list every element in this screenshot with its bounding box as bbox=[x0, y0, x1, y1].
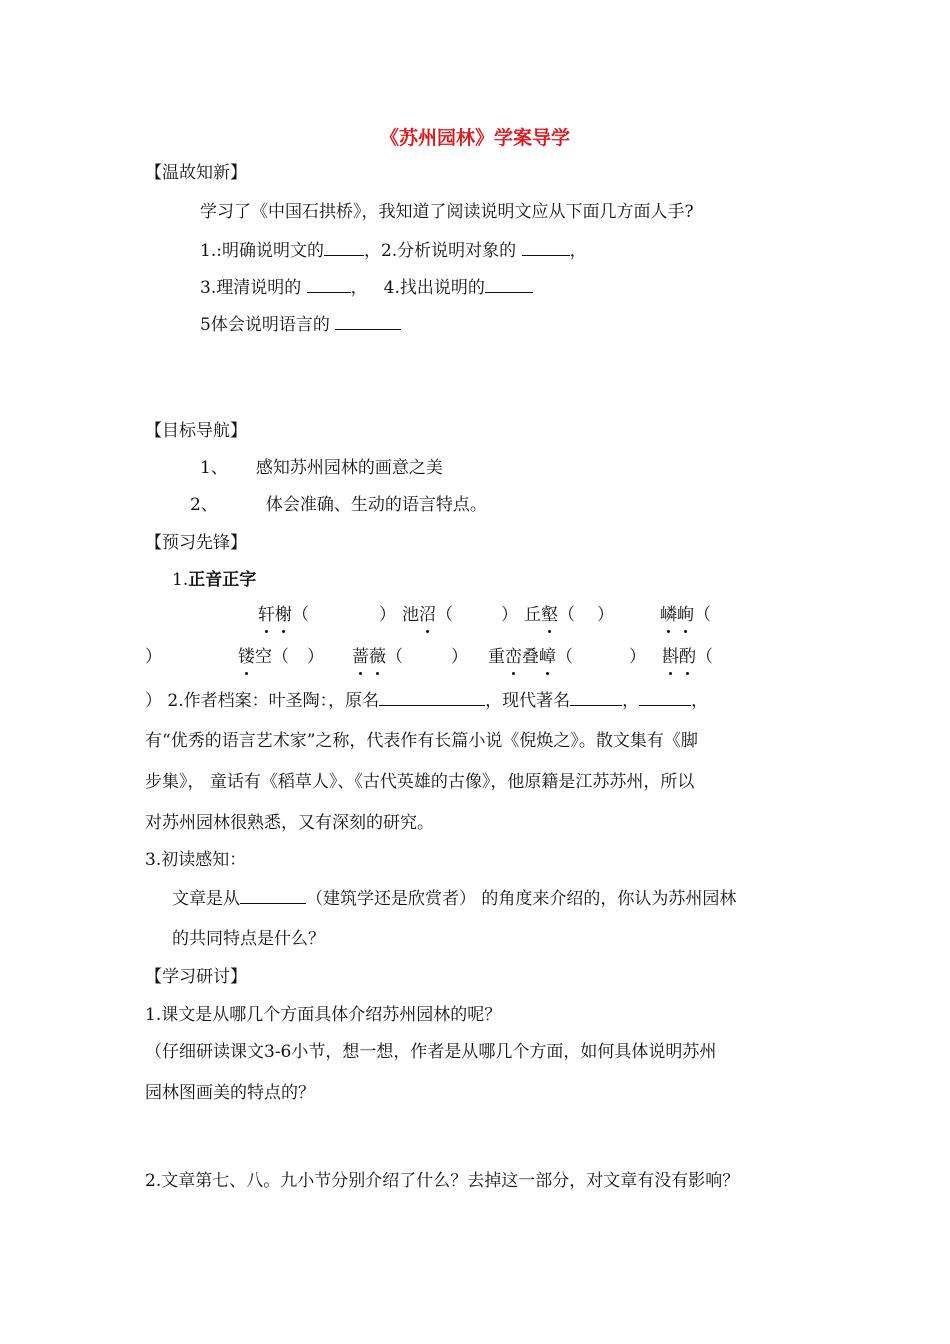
blank[interactable] bbox=[639, 689, 691, 706]
paren-open: （ bbox=[694, 605, 711, 625]
paren-close: ） bbox=[501, 605, 518, 625]
blank[interactable] bbox=[485, 276, 533, 293]
word-char: 薇 bbox=[369, 647, 386, 667]
q3-text: 3.理清说明的 bbox=[200, 278, 302, 298]
goal-2-text: 体会准确、生动的语言特点。 bbox=[265, 495, 487, 515]
word-char: 镂 bbox=[238, 647, 255, 667]
study-question-2: 2.文章第七、八。九小节分别介绍了什么？去掉这一部分，对文章有没有影响？ bbox=[145, 1171, 740, 1191]
comma: ， bbox=[691, 691, 709, 711]
review-question-5 bbox=[200, 313, 401, 336]
word-char: 嶙 bbox=[660, 605, 677, 625]
paren-open: （ bbox=[272, 647, 289, 667]
word-char: 空 bbox=[255, 647, 272, 667]
q3-comma: ， bbox=[350, 278, 368, 298]
blank[interactable] bbox=[307, 276, 351, 293]
page-title: 《苏州园林》学案导学 bbox=[380, 127, 571, 149]
word-char: 峋 bbox=[677, 605, 694, 625]
paren-close: ） bbox=[629, 647, 646, 667]
paren-close: ） bbox=[145, 647, 162, 667]
goal-1-text: 感知苏州园林的画意之美 bbox=[255, 458, 443, 478]
study-hint-line-1: （仔细研读课文3-6小节，想一想，作者是从哪几个方面，如何具体说明苏州 bbox=[145, 1042, 717, 1062]
author-famous: ，现代著名 bbox=[485, 691, 571, 711]
sub-1-number: 1. bbox=[172, 570, 189, 590]
goal-2-number: 2、 bbox=[190, 495, 218, 515]
author-line-4: 对苏州园林很熟悉，又有深刻的研究。 bbox=[145, 813, 434, 833]
goal-item-2 bbox=[190, 494, 487, 516]
section-header-preview: 【预习先锋】 bbox=[145, 533, 247, 553]
goal-item-1 bbox=[200, 457, 443, 479]
word-char: 沼 bbox=[419, 605, 436, 625]
paren-open: （ bbox=[556, 647, 573, 667]
review-question-1-2 bbox=[200, 239, 587, 262]
goal-1-number: 1、 bbox=[200, 458, 228, 478]
reading-line-1 bbox=[172, 887, 736, 910]
pronunciation-row-1 bbox=[258, 604, 711, 626]
comma: ， bbox=[622, 691, 640, 711]
paren-open: （ bbox=[292, 605, 309, 625]
review-intro: 学习了《中国石拱桥》，我知道了阅读说明文应从下面几方面人手? bbox=[200, 202, 694, 222]
study-hint-line-2: 园林图画美的特点的？ bbox=[145, 1083, 315, 1103]
word-char: 酌 bbox=[679, 647, 696, 667]
section-header-goals: 【目标导航】 bbox=[145, 421, 247, 441]
reading-line-2: 的共同特点是什么？ bbox=[172, 929, 325, 949]
author-line-3: 步集》， 童话有《稻草人》、《古代英雄的古像》，他原籍是江苏苏州，所以 bbox=[145, 772, 695, 792]
author-line-2: 有“优秀的语言艺术家”之称，代表作有长篇小说《倪焕之》。散文集有《脚 bbox=[145, 731, 698, 751]
section-header-review: 【温故知新】 bbox=[145, 163, 247, 183]
blank[interactable] bbox=[324, 239, 364, 256]
paren-close: ） bbox=[451, 647, 468, 667]
preview-sub-3: 3.初读感知： bbox=[145, 850, 247, 870]
reading-text-b: （建筑学还是欣赏者） 的角度来介绍的，你认为苏州园林 bbox=[306, 889, 737, 909]
paren-close: ） bbox=[307, 647, 324, 667]
blank[interactable] bbox=[570, 689, 622, 706]
paren-open: （ bbox=[696, 647, 713, 667]
q4-text: 4.找出说明的 bbox=[383, 278, 485, 298]
paren-close: ） bbox=[597, 605, 614, 625]
blank[interactable] bbox=[379, 689, 485, 706]
word-char: 壑 bbox=[541, 605, 558, 625]
word-char: 斟 bbox=[662, 647, 679, 667]
blank[interactable] bbox=[522, 239, 570, 256]
study-question-1: 1.课文是从哪几个方面具体介绍苏州园林的呢？ bbox=[145, 1005, 502, 1025]
q5-text: 5体会说明语言的 bbox=[200, 315, 330, 335]
q2-text: ，2.分析说明对象的 bbox=[363, 241, 517, 261]
q2-comma: ， bbox=[569, 241, 587, 261]
pronunciation-row-2 bbox=[145, 646, 713, 668]
word-char: 叠 bbox=[522, 647, 539, 667]
reading-text-a: 文章是从 bbox=[172, 889, 240, 909]
blank[interactable] bbox=[335, 313, 401, 330]
paren-open: （ bbox=[436, 605, 453, 625]
sub-1-title: 正音正字 bbox=[188, 570, 257, 590]
q1-text: 1.:明确说明文的 bbox=[200, 241, 324, 261]
review-question-3-4 bbox=[200, 276, 533, 299]
blank[interactable] bbox=[240, 887, 306, 904]
author-line-1 bbox=[145, 689, 708, 712]
word-char: 嶂 bbox=[539, 647, 556, 667]
word-char: 轩 bbox=[258, 605, 275, 625]
word-char: 蔷 bbox=[352, 647, 369, 667]
word-char: 丘 bbox=[524, 605, 541, 625]
word-char: 重 bbox=[488, 647, 505, 667]
paren-open: （ bbox=[558, 605, 575, 625]
word-char: 峦 bbox=[505, 647, 522, 667]
section-header-study: 【学习研讨】 bbox=[145, 967, 247, 987]
word-char: 榭 bbox=[275, 605, 292, 625]
word-char: 池 bbox=[402, 605, 419, 625]
preview-sub-1 bbox=[172, 569, 256, 591]
author-intro: ） 2.作者档案：叶圣陶：，原名 bbox=[145, 691, 380, 711]
paren-open: （ bbox=[386, 647, 403, 667]
paren-close: ） bbox=[379, 605, 396, 625]
